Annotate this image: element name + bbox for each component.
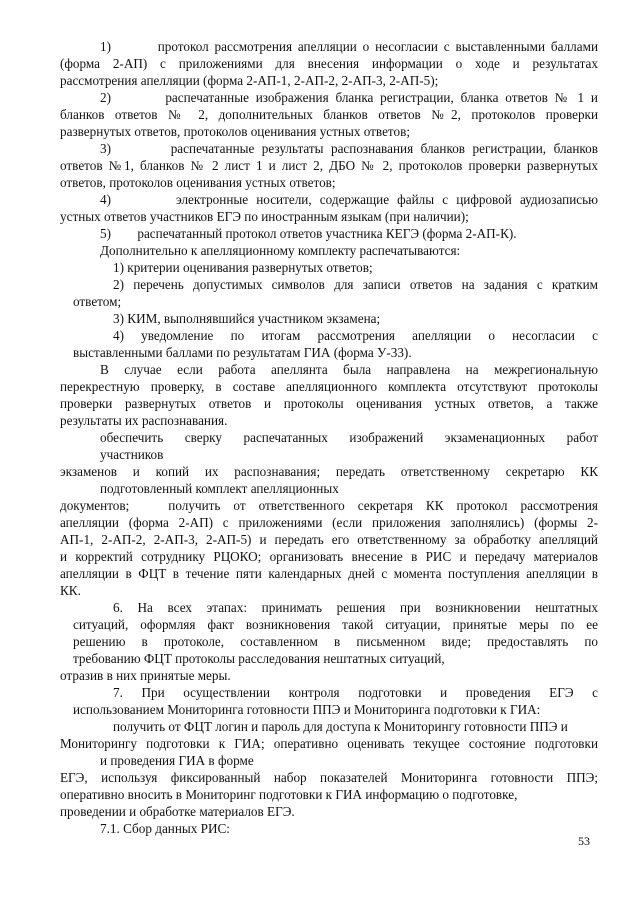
text-line: 3) КИМ, выполнявшийся участником экзамена; [113,311,381,326]
text-line: и корректий сотруднику РЦОКО; организовать внесение в РИС и передачу материалов [60,549,598,564]
text-line: 7. При осуществлении контроля подготовки и проведения ЕГЭ с [113,685,598,700]
text-line: апелляции (форма 2-АП) с приложениями (если приложения заполнялись) (формы 2- [60,515,598,530]
text-line: апелляции в ФЦТ в течение пяти календарных дней с момента поступления апелляции в [60,566,598,581]
text-line: 2) перечень допустимых символов для записи ответов на задания с кратким [113,277,598,292]
text-line: ответов №1, бланков № 2 лист 1 и лист 2, ДБО № 2, протоколов проверки развернутых [60,158,598,173]
text-line: обеспечить сверку распечатанных изображений экзаменационных работ [100,430,598,445]
text-line: отразив в них принятые меры. [60,668,231,683]
text-line: 4) уведомление по итогам рассмотрения апелляции о несогласии с [113,328,598,343]
text-line: участников [100,447,164,462]
text-line: ответов, протоколов оценивания устных ответов; [60,175,336,190]
text-line: результаты их распознавания. [60,413,228,428]
text-line: 1) протокол рассмотрения апелляции о несогласии с выставленными баллами [100,39,598,54]
text-line: ответом; [73,294,122,309]
text-line: 2) распечатанные изображения бланка регистрации, бланка ответов № 1 и [100,90,598,105]
text-line: проверки развернутых ответов и протоколы оценивания устных ответов, а также [60,396,598,411]
text-line: ЕГЭ, используя фиксированный набор показателей Мониторинга готовности ППЭ; [60,770,598,785]
text-line: подготовленный комплект апелляционных [100,481,339,496]
text-line: получить от ФЦТ логин и пароль для доступа к Мониторингу готовности ППЭ и [113,719,568,734]
text-line: 7.1. Сбор данных РИС: [100,821,230,836]
text-line: требованию ФЦТ протоколы расследования нештатных ситуаций, [73,651,445,666]
text-line: решению в протоколе, составленном в письменном виде; предоставлять по [73,634,598,649]
text-line: 1) критерии оценивания развернутых ответов; [113,260,373,275]
text-line: 4) электронные носители, содержащие файлы с цифровой аудиозаписью [100,192,598,207]
text-line: и проведения ГИА в форме [100,753,254,768]
text-line: использованием Мониторинга готовности ППЭ и Мониторинга подготовки к ГИА: [73,702,541,717]
text-line: КК. [60,583,81,598]
text-line: оперативно вносить в Мониторинг подготовки к ГИА информацию о подготовке, [60,787,518,802]
text-line: Мониторингу подготовки к ГИА; оперативно оценивать текущее состояние подготовки [60,736,598,751]
text-line: проведении и обработке материалов ЕГЭ. [60,804,295,819]
text-line: бланков ответов № 2, дополнительных бланков ответов №2, протоколов проверки [60,107,598,122]
text-line: Дополнительно к апелляционному комплекту распечатываются: [100,243,461,258]
text-line: перекрестную проверку, в составе апелляционного комплекта отсутствуют протоколы [60,379,598,394]
text-line: документов; получить от ответственного секретаря КК протокол рассмотрения [60,498,598,513]
text-line: В случае если работа апеллянта была направлена на межрегиональную [100,362,598,377]
text-line: устных ответов участников ЕГЭ по иностранным языкам (при наличии); [60,209,469,224]
text-line: 6. На всех этапах: принимать решения при возникновении нештатных [113,600,598,615]
text-line: ситуаций, оформляя факт возникновения такой ситуации, принятые меры по ее [73,617,598,632]
text-line: 3) распечатанные результаты распознавания бланков регистрации, бланков [100,141,598,156]
text-line: выставленными баллами по результатам ГИА (форма У-33). [73,345,412,360]
text-line: развернутых ответов, протоколов оценивания устных ответов; [60,124,410,139]
text-line: 5) распечатанный протокол ответов участника КЕГЭ (форма 2-АП-К). [100,226,517,241]
text-line: (форма 2-АП) с приложениями для внесения информации о ходе и результатах [60,56,598,71]
text-line: рассмотрения апелляции (форма 2-АП-1, 2-АП-2, 2-АП-3, 2-АП-5); [60,73,439,88]
page-number: 53 [578,834,590,848]
text-line: экзаменов и копий их распознавания; передать ответственному секретарю КК [60,464,598,479]
text-line: АП-1, 2-АП-2, 2-АП-3, 2-АП-5) и передать его ответственному за обработку апелляций [60,532,598,547]
